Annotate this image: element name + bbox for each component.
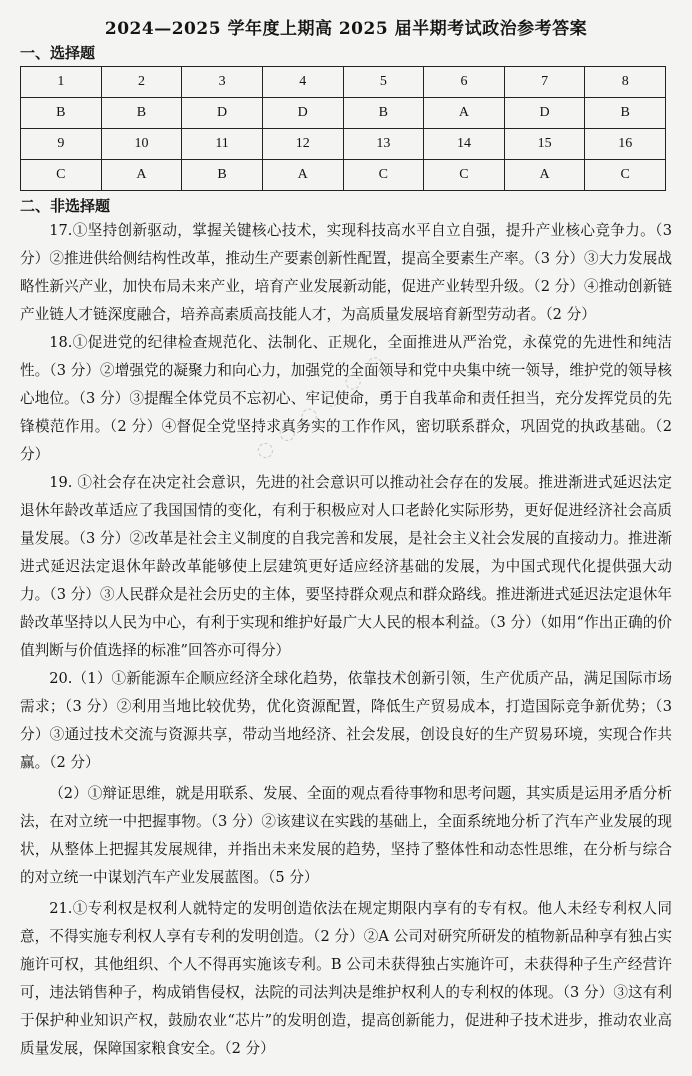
answer-paragraph-20-2: （2）①辩证思维，就是用联系、发展、全面的观点看待事物和思考问题，其实质是运用矛盾分析法，在对立统一中把握事物。（3 分）②该建议在实践的基础上，全面系统地分析了汽车产业发展的现状，从整体上把握其发展规律，并指出未来发展的趋势，坚持了整体性和动态性思维，在分析与综合的对立统一中谋划汽车产业发展蓝图。（5 分） [20, 785, 672, 886]
question-number: 10 [101, 129, 182, 160]
page-title: 2024—2025 学年度上期高 2025 届半期考试政治参考答案 [104, 19, 588, 39]
answer-paragraph-17: 17.①坚持创新驱动，掌握关键核心技术，实现科技高水平自立自强，提升产业核心竞争力。（3 分）②推进供给侧结构性改革，推动生产要素创新性配置，提高全要素生产率。（3 分）③大力发展战略性新兴产业，加快布局未来产业，培育产业发展新动能，促进产业转型升级。（2 分）④推动创新链产业链人才链深度融合，培养高素质高技能人才，为高质量发展培育新型劳动者。（2 分） [20, 222, 672, 323]
answer-paragraph-18: 18.①促进党的纪律检查规范化、法制化、正规化，全面推进从严治党，永葆党的先进性和纯洁性。（3 分）②增强党的凝聚力和向心力，加强党的全面领导和党中央集中统一领导，维护党的领导核心地位。（3 分）③提醒全体党员不忘初心、牢记使命，勇于自我革命和责任担当，充分发挥党员的先锋模范作用。（2 分）④督促全党坚持求真务实的工作作风，密切联系群众，巩固党的执政基础。（2 分） [20, 334, 672, 463]
question-number: 11 [182, 129, 263, 160]
question-number: 14 [424, 129, 505, 160]
answer-cell: D [504, 98, 585, 129]
question-number: 8 [585, 67, 666, 98]
watermark: ◌ ◌ ◌ ◌ ◌ ◌ [250, 347, 390, 464]
answer-cell: D [262, 98, 343, 129]
answer-cell: C [585, 160, 666, 191]
question-number: 16 [585, 129, 666, 160]
answer-paragraph-20-1: 20.（1）①新能源车企顺应经济全球化趋势，依靠技术创新引领，生产优质产品，满足国际市场需求；（3 分）②利用当地比较优势，优化资源配置，降低生产贸易成本，打造国际竞争新优势；（3 分）③通过技术交流与资源共享，带动当地经济、社会发展，创设良好的生产贸易环境，实现合作共赢。（2 分） [20, 670, 672, 771]
section-heading-choice: 一、选择题 [20, 44, 96, 62]
question-number: 1 [21, 67, 102, 98]
answer-paragraph-21: 21.①专利权是权利人就特定的发明创造依法在规定期限内享有的专有权。他人未经专利权人同意，不得实施专利权人享有专利的发明创造。（2 分）②A 公司对研究所研发的植物新品种享有独占实施许可权，其他组织、个人不得再实施该专利。B 公司未获得独占实施许可，未获得种子生产经营许可，违法销售种子，构成销售侵权，法院的司法判决是维护权利人的专利权的体现。（3 分）③这有利于保护种业知识产权，鼓励农业“芯片”的发明创造，提高创新能力，促进种子技术进步，推动农业高质量发展，保障国家粮食安全。（2 分） [20, 900, 672, 1057]
answer-cell: A [262, 160, 343, 191]
answer-cell: B [585, 98, 666, 129]
question-number: 5 [343, 67, 424, 98]
question-number: 7 [504, 67, 585, 98]
table-row [21, 129, 666, 160]
table-row [21, 98, 666, 129]
question-number: 13 [343, 129, 424, 160]
answer-cell: A [101, 160, 182, 191]
question-number: 12 [262, 129, 343, 160]
section-heading-nonchoice: 二、非选择题 [20, 197, 111, 215]
answer-cell: B [343, 98, 424, 129]
answer-cell: C [424, 160, 505, 191]
answer-cell: D [182, 98, 263, 129]
answer-cell: A [504, 160, 585, 191]
answer-cell: C [343, 160, 424, 191]
question-number: 2 [101, 67, 182, 98]
table-row [21, 160, 666, 191]
answer-paragraph-19: 19. ①社会存在决定社会意识，先进的社会意识可以推动社会存在的发展。推进渐进式延迟法定退休年龄改革适应了我国国情的变化，有利于积极应对人口老龄化实际形势，更好促进经济社会高质量发展。（3 分）②改革是社会主义制度的自我完善和发展，是社会主义社会发展的直接动力。推进渐进式延迟法定退休年龄改革能够使上层建筑更好适应经济基础的发展，为中国式现代化提供强大动力。（3 分）③人民群众是社会历史的主体，要坚持群众观点和群众路线。推进渐进式延迟法定退休年龄改革坚持以人民为中心，有利于实现和维护好最广大人民的根本利益。（3 分）（如用“作出正确的价值判断与价值选择的标准”回答亦可得分） [20, 474, 672, 659]
question-number: 3 [182, 67, 263, 98]
question-number: 9 [21, 129, 102, 160]
answer-cell: B [182, 160, 263, 191]
answer-table [20, 66, 666, 191]
table-row [21, 67, 666, 98]
answer-cell: B [101, 98, 182, 129]
answer-body [20, 217, 672, 1063]
question-number: 4 [262, 67, 343, 98]
question-number: 15 [504, 129, 585, 160]
answer-cell: A [424, 98, 505, 129]
question-number: 6 [424, 67, 505, 98]
answer-cell: B [21, 98, 102, 129]
answer-cell: C [21, 160, 102, 191]
